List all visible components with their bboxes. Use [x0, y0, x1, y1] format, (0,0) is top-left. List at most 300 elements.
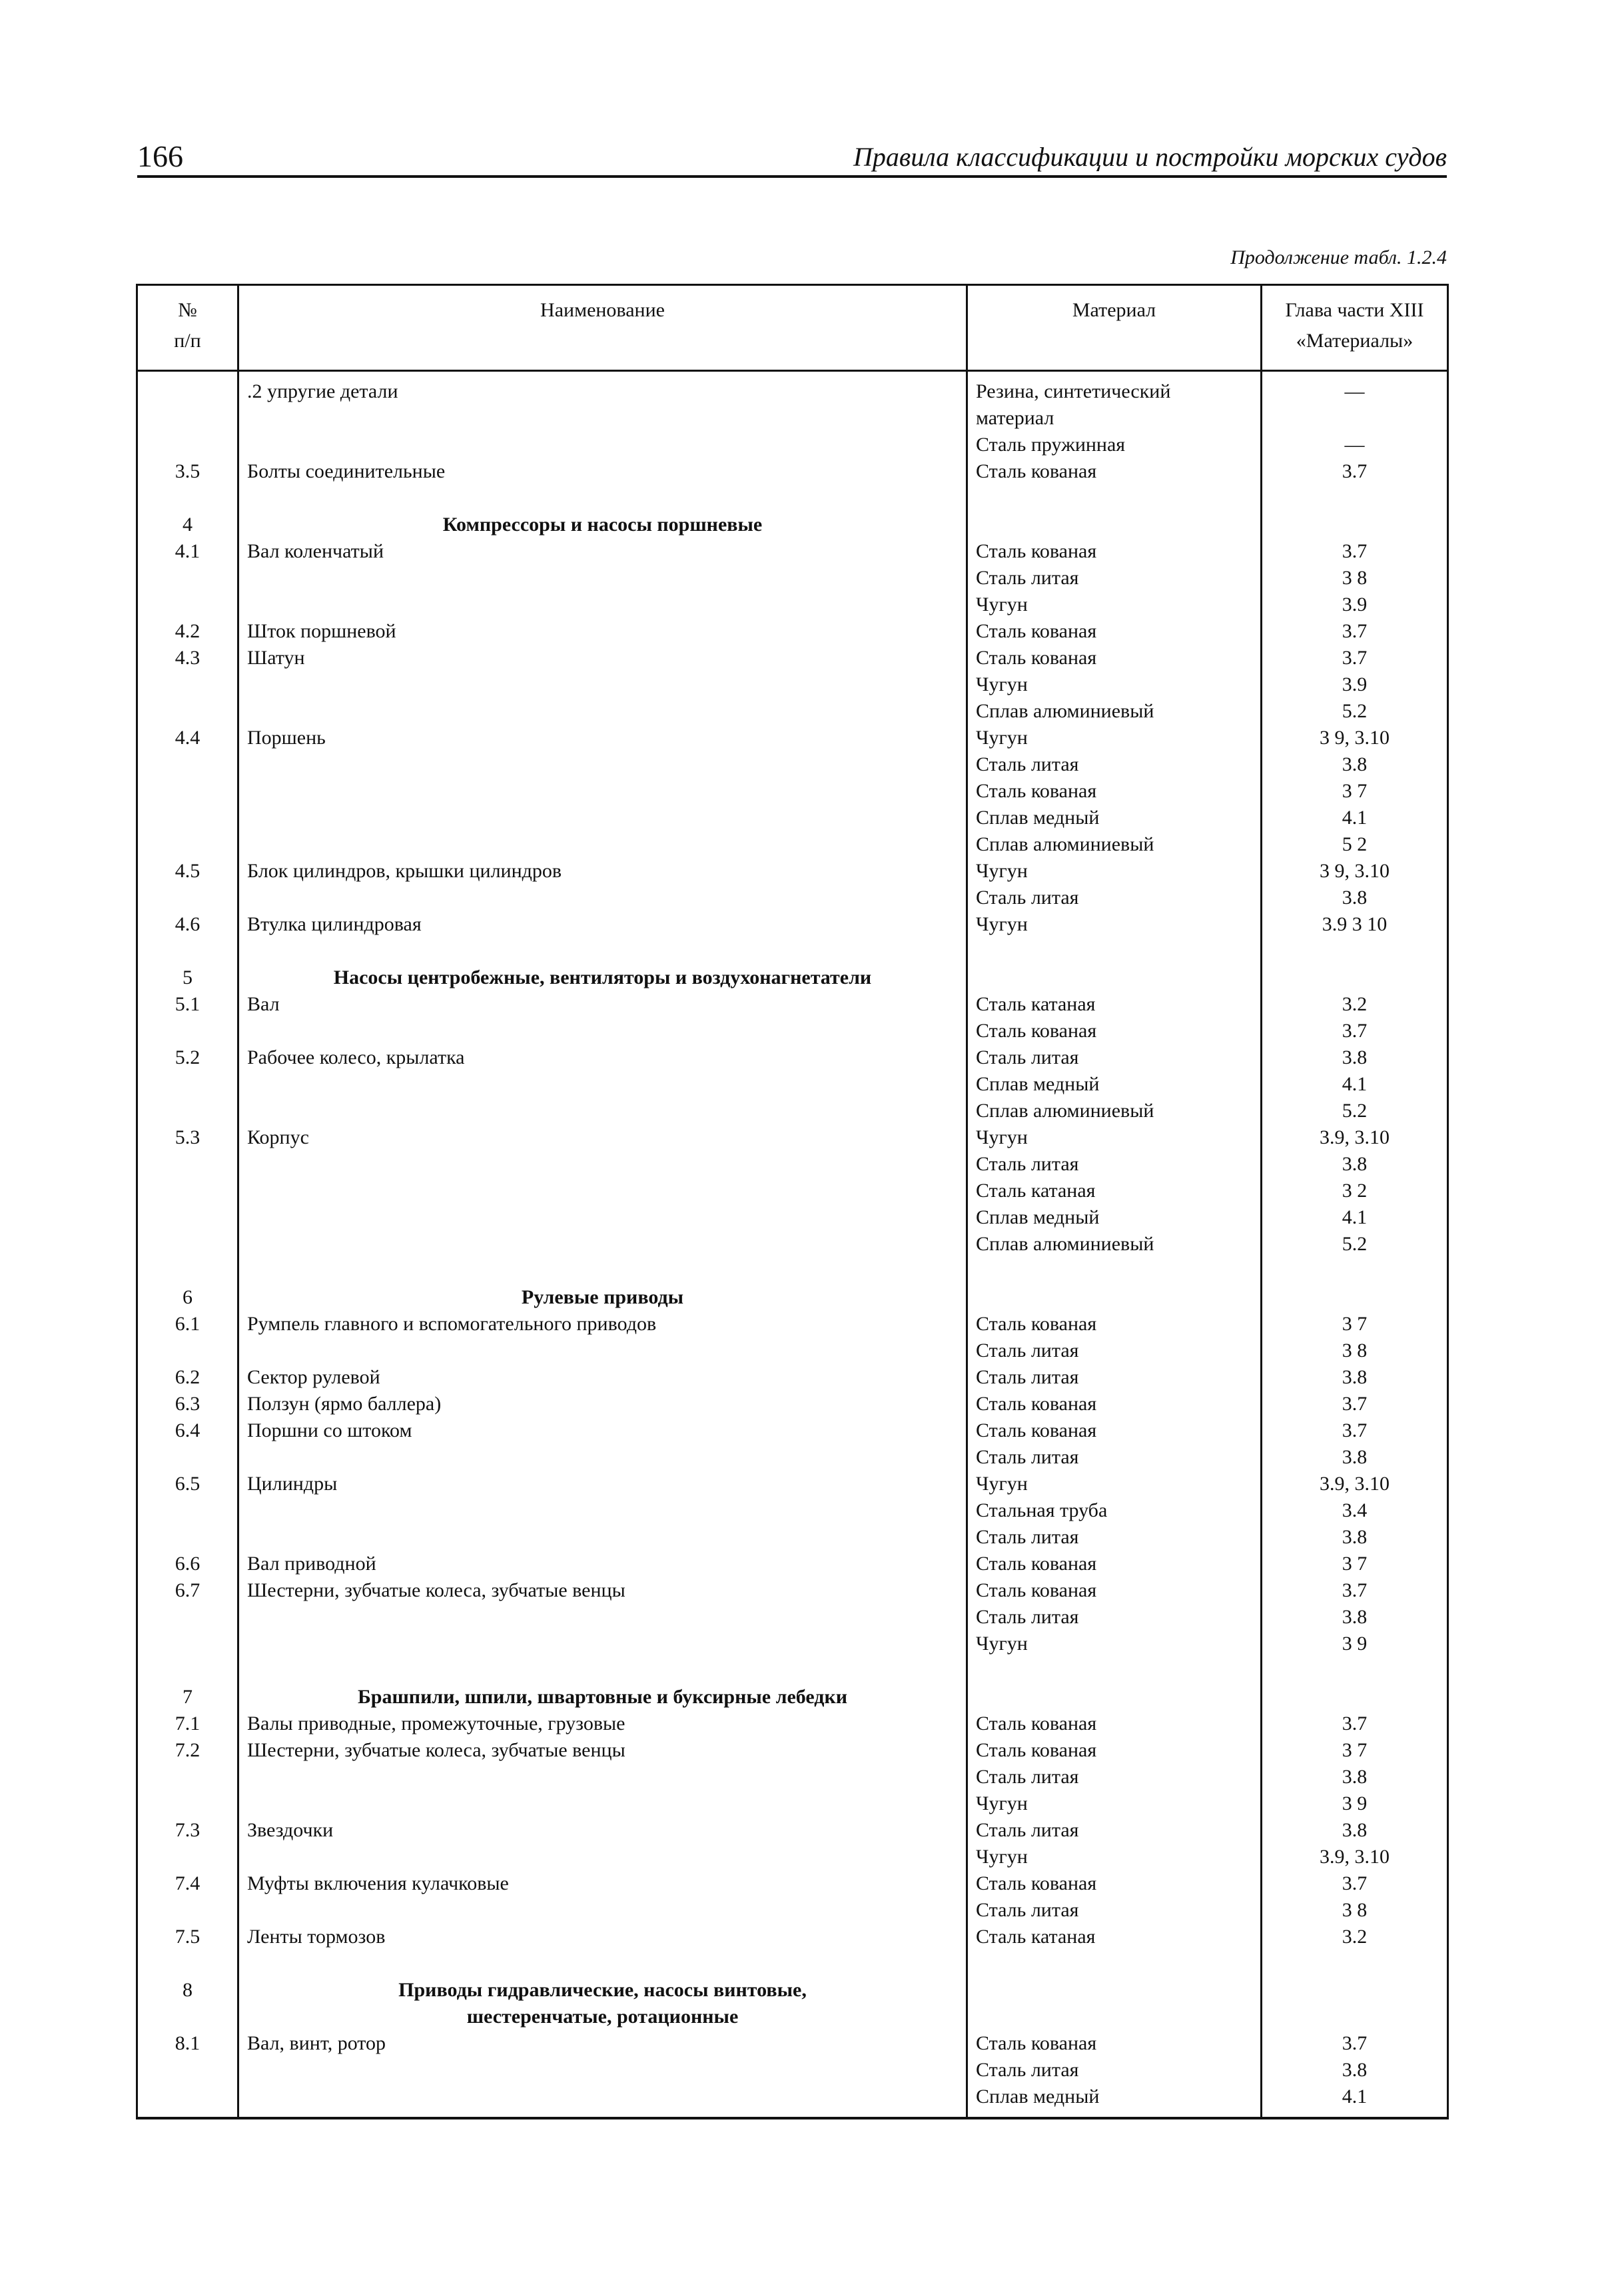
row-name: Вал [238, 991, 967, 1018]
row-number [137, 1018, 238, 1044]
row-name: Болты соединительные [238, 458, 967, 485]
row-number [137, 1497, 238, 1524]
table-row [137, 938, 1448, 964]
row-material: Сталь литая [967, 565, 1262, 591]
row-name [238, 565, 967, 591]
row-chapter: 3.7 [1262, 2030, 1448, 2057]
row-chapter: 4.1 [1262, 2084, 1448, 2118]
row-number [137, 2084, 238, 2118]
row-material: Чугун [967, 858, 1262, 885]
header-number-line1: № [178, 299, 197, 321]
table-body [137, 371, 1448, 2119]
table-continuation-caption: Продолжение табл. 1.2.4 [1230, 246, 1447, 268]
row-material: Сталь кованая [967, 1711, 1262, 1737]
materials-table [136, 284, 1449, 2119]
row-chapter: 3.9 3 10 [1262, 911, 1448, 938]
row-chapter: 3.9, 3.10 [1262, 1844, 1448, 1870]
row-material: Сталь литая [967, 1338, 1262, 1364]
header-chapter-line2: «Материалы» [1296, 330, 1413, 352]
table-row [137, 778, 1448, 805]
row-chapter [1262, 512, 1448, 538]
row-number: 5 [137, 964, 238, 991]
row-number [137, 485, 238, 512]
header-name-label: Наименование [540, 299, 665, 321]
row-name: Поршни со штоком [238, 1417, 967, 1444]
section-title-row [137, 2004, 1448, 2030]
row-number [137, 1231, 238, 1258]
table-row [137, 805, 1448, 831]
header-number-line2: п/п [174, 330, 201, 352]
table-row [137, 485, 1448, 512]
row-material: Сплав медный [967, 1204, 1262, 1231]
table-row [137, 991, 1448, 1018]
row-name [238, 1071, 967, 1098]
row-number [137, 1338, 238, 1364]
row-chapter: 3.8 [1262, 1151, 1448, 1178]
header-name [238, 285, 967, 371]
table-row [137, 371, 1448, 406]
row-number: 4.2 [137, 618, 238, 645]
row-chapter: 3.4 [1262, 1497, 1448, 1524]
row-chapter: 3 7 [1262, 1551, 1448, 1577]
row-chapter: 3.2 [1262, 1924, 1448, 1950]
row-name: Рабочее колесо, крылатка [238, 1044, 967, 1071]
row-name [238, 698, 967, 725]
row-name: Цилиндры [238, 1471, 967, 1497]
row-material [967, 1977, 1262, 2004]
row-material: Сплав алюминиевый [967, 831, 1262, 858]
row-chapter: 3.8 [1262, 2057, 1448, 2084]
page-number: 166 [137, 139, 183, 173]
row-number [137, 805, 238, 831]
row-material: Чугун [967, 1844, 1262, 1870]
header-material [967, 285, 1262, 371]
table-row [137, 1711, 1448, 1737]
row-material: Сплав медный [967, 805, 1262, 831]
row-material: Сталь кованая [967, 2030, 1262, 2057]
table-row [137, 1471, 1448, 1497]
row-name [238, 485, 967, 512]
row-chapter: 3 9 [1262, 1790, 1448, 1817]
row-material: Сплав алюминиевый [967, 698, 1262, 725]
row-material: Сплав медный [967, 1071, 1262, 1098]
header-number [137, 285, 238, 371]
table-row [137, 1737, 1448, 1764]
row-chapter [1262, 2004, 1448, 2030]
row-material: Чугун [967, 591, 1262, 618]
row-material [967, 1258, 1262, 1284]
table-row [137, 565, 1448, 591]
table-row [137, 1124, 1448, 1151]
row-chapter: 3 9 [1262, 1631, 1448, 1657]
row-material [967, 1284, 1262, 1311]
table-row [137, 1924, 1448, 1950]
row-name [238, 1764, 967, 1790]
row-number: 7.1 [137, 1711, 238, 1737]
row-number: 4.5 [137, 858, 238, 885]
row-material [967, 1950, 1262, 1977]
table-row [137, 432, 1448, 458]
table-row [137, 1950, 1448, 1977]
row-number [137, 1444, 238, 1471]
table-row [137, 911, 1448, 938]
row-material: Сталь катаная [967, 1178, 1262, 1204]
table-row [137, 1044, 1448, 1071]
row-material: Сталь кованая [967, 1577, 1262, 1604]
table-row [137, 1577, 1448, 1604]
row-chapter: 3.2 [1262, 991, 1448, 1018]
table-row [137, 1364, 1448, 1391]
row-material: Чугун [967, 1790, 1262, 1817]
row-chapter: 3 9, 3.10 [1262, 858, 1448, 885]
row-material: Сталь кованая [967, 538, 1262, 565]
row-chapter: 4.1 [1262, 1204, 1448, 1231]
row-number [137, 1657, 238, 1684]
row-name [238, 1790, 967, 1817]
row-material: Чугун [967, 1631, 1262, 1657]
section-title-row [137, 512, 1448, 538]
table-row [137, 1311, 1448, 1338]
row-chapter [1262, 1977, 1448, 2004]
row-number [137, 591, 238, 618]
section-title: Брашпили, шпили, швартовные и буксирные лебедки [238, 1684, 967, 1711]
row-number: 8 [137, 1977, 238, 2004]
row-name: Муфты включения кулачковые [238, 1870, 967, 1897]
row-name [238, 1098, 967, 1124]
row-number: 5.3 [137, 1124, 238, 1151]
row-material: Резина, синтетический [967, 371, 1262, 406]
table-row [137, 725, 1448, 751]
table-row [137, 538, 1448, 565]
row-name: Корпус [238, 1124, 967, 1151]
table-row [137, 1497, 1448, 1524]
row-chapter: 3.8 [1262, 1364, 1448, 1391]
row-name: Поршень [238, 725, 967, 751]
row-material: Чугун [967, 1124, 1262, 1151]
row-name [238, 1631, 967, 1657]
row-material [967, 1657, 1262, 1684]
row-material: Сталь катаная [967, 991, 1262, 1018]
row-name [238, 778, 967, 805]
row-number: 4.3 [137, 645, 238, 671]
row-chapter: 4.1 [1262, 1071, 1448, 1098]
row-number: 7.2 [137, 1737, 238, 1764]
row-chapter: 3.7 [1262, 618, 1448, 645]
row-material [967, 964, 1262, 991]
row-name [238, 1897, 967, 1924]
row-number [137, 1524, 238, 1551]
page-header [137, 137, 1447, 179]
row-number: 5.2 [137, 1044, 238, 1071]
table-row [137, 1391, 1448, 1417]
row-chapter: 3 9, 3.10 [1262, 725, 1448, 751]
row-name [238, 2057, 967, 2084]
row-material [967, 938, 1262, 964]
row-chapter: 3.8 [1262, 1444, 1448, 1471]
row-number [137, 1844, 238, 1870]
row-number [137, 1071, 238, 1098]
row-name [238, 1338, 967, 1364]
table-row [137, 1604, 1448, 1631]
table-row [137, 2057, 1448, 2084]
row-name [238, 751, 967, 778]
row-number: 7 [137, 1684, 238, 1711]
row-material [967, 1684, 1262, 1711]
row-number: 6.1 [137, 1311, 238, 1338]
row-name: Вал приводной [238, 1551, 967, 1577]
row-material: Сталь литая [967, 1151, 1262, 1178]
row-material: Сталь катаная [967, 1924, 1262, 1950]
row-chapter: 3.8 [1262, 1604, 1448, 1631]
row-number [137, 432, 238, 458]
row-chapter: 3.7 [1262, 645, 1448, 671]
row-number [137, 671, 238, 698]
table-row [137, 751, 1448, 778]
row-number [137, 565, 238, 591]
row-number: 6.7 [137, 1577, 238, 1604]
row-name: Сектор рулевой [238, 1364, 967, 1391]
row-chapter: 3.7 [1262, 1577, 1448, 1604]
row-number [137, 1204, 238, 1231]
row-number: 6.6 [137, 1551, 238, 1577]
row-chapter: 3.9, 3.10 [1262, 1471, 1448, 1497]
section-title: Компрессоры и насосы поршневые [238, 512, 967, 538]
row-name [238, 1657, 967, 1684]
row-material: Сталь кованая [967, 1551, 1262, 1577]
table-row [137, 1204, 1448, 1231]
row-number [137, 1604, 238, 1631]
row-number: 4.4 [137, 725, 238, 751]
row-name [238, 591, 967, 618]
row-name: Шестерни, зубчатые колеса, зубчатые венцы [238, 1577, 967, 1604]
section-title: Приводы гидравлические, насосы винтовые, [238, 1977, 967, 2004]
section-title-row [137, 964, 1448, 991]
row-name: Втулка цилиндровая [238, 911, 967, 938]
row-number [137, 1258, 238, 1284]
row-number [137, 698, 238, 725]
table-row [137, 1178, 1448, 1204]
row-name: Валы приводные, промежуточные, грузовые [238, 1711, 967, 1737]
row-number [137, 1790, 238, 1817]
table-row [137, 1844, 1448, 1870]
row-material: Чугун [967, 671, 1262, 698]
row-name [238, 1178, 967, 1204]
row-name: Ленты тормозов [238, 1924, 967, 1950]
row-name: .2 упругие детали [238, 371, 967, 406]
table-row [137, 1897, 1448, 1924]
row-chapter: 3 7 [1262, 1311, 1448, 1338]
row-number [137, 1178, 238, 1204]
row-number [137, 885, 238, 911]
row-number: 4.1 [137, 538, 238, 565]
table-row [137, 1338, 1448, 1364]
header-chapter [1262, 285, 1448, 371]
table-row [137, 1444, 1448, 1471]
row-chapter [1262, 938, 1448, 964]
table-row [137, 1098, 1448, 1124]
row-chapter [1262, 1684, 1448, 1711]
row-name [238, 938, 967, 964]
row-name [238, 671, 967, 698]
row-name [238, 2084, 967, 2118]
row-chapter: 3 2 [1262, 1178, 1448, 1204]
table-row [137, 1258, 1448, 1284]
row-number [137, 2004, 238, 2030]
row-number: 4 [137, 512, 238, 538]
row-number: 7.5 [137, 1924, 238, 1950]
table-row [137, 1551, 1448, 1577]
row-name: Звездочки [238, 1817, 967, 1844]
row-number: 6.4 [137, 1417, 238, 1444]
table-row [137, 1817, 1448, 1844]
row-number [137, 1098, 238, 1124]
table-row [137, 1417, 1448, 1444]
row-name [238, 1497, 967, 1524]
row-chapter [1262, 1258, 1448, 1284]
row-chapter: 3.7 [1262, 1711, 1448, 1737]
row-material: Сталь литая [967, 1364, 1262, 1391]
row-material: Сталь кованая [967, 1391, 1262, 1417]
row-chapter: 3 7 [1262, 1737, 1448, 1764]
table-row [137, 1764, 1448, 1790]
row-chapter: 3.8 [1262, 1524, 1448, 1551]
row-chapter: — [1262, 371, 1448, 406]
row-material: Сталь кованая [967, 1417, 1262, 1444]
row-number [137, 751, 238, 778]
row-material: Сталь литая [967, 1524, 1262, 1551]
table-row [137, 405, 1448, 432]
row-chapter: 3.7 [1262, 538, 1448, 565]
row-number [137, 778, 238, 805]
row-material: Сталь литая [967, 1817, 1262, 1844]
row-name: Ползун (ярмо баллера) [238, 1391, 967, 1417]
row-name [238, 1151, 967, 1178]
row-chapter: 3.7 [1262, 1018, 1448, 1044]
row-material: Сталь кованая [967, 645, 1262, 671]
row-name: Шатун [238, 645, 967, 671]
row-material: Сталь кованая [967, 458, 1262, 485]
row-chapter [1262, 1950, 1448, 1977]
row-name [238, 1604, 967, 1631]
row-name [238, 1018, 967, 1044]
table-row [137, 698, 1448, 725]
table-row [137, 1231, 1448, 1258]
table-row [137, 885, 1448, 911]
section-title-row [137, 1977, 1448, 2004]
row-name: Шток поршневой [238, 618, 967, 645]
table-row [137, 1631, 1448, 1657]
row-number [137, 405, 238, 432]
row-name [238, 405, 967, 432]
table-row [137, 458, 1448, 485]
row-name [238, 432, 967, 458]
row-name [238, 1258, 967, 1284]
row-number [137, 1897, 238, 1924]
header-material-label: Материал [1072, 299, 1156, 321]
row-number: 7.3 [137, 1817, 238, 1844]
row-chapter: 3.7 [1262, 1391, 1448, 1417]
row-material: Сталь кованая [967, 1018, 1262, 1044]
row-chapter: 3.8 [1262, 1044, 1448, 1071]
row-name [238, 1444, 967, 1471]
row-chapter: 3.8 [1262, 1764, 1448, 1790]
row-material: материал [967, 405, 1262, 432]
row-material: Сталь литая [967, 2057, 1262, 2084]
row-name [238, 1950, 967, 1977]
row-chapter: 3.9, 3.10 [1262, 1124, 1448, 1151]
row-name [238, 1524, 967, 1551]
table-row [137, 2084, 1448, 2118]
table-row [137, 831, 1448, 858]
row-name [238, 831, 967, 858]
row-material: Сталь литая [967, 1764, 1262, 1790]
row-name: Шестерни, зубчатые колеса, зубчатые венцы [238, 1737, 967, 1764]
header-chapter-line1: Глава части XIII [1285, 299, 1424, 321]
row-material: Сталь кованая [967, 1737, 1262, 1764]
row-chapter: 5 2 [1262, 831, 1448, 858]
row-number [137, 831, 238, 858]
row-material: Стальная труба [967, 1497, 1262, 1524]
table-row [137, 591, 1448, 618]
row-material: Сталь пружинная [967, 432, 1262, 458]
row-chapter: 3 7 [1262, 778, 1448, 805]
header-rule [137, 175, 1447, 178]
row-material: Сталь литая [967, 1897, 1262, 1924]
row-number: 3.5 [137, 458, 238, 485]
table-row [137, 2030, 1448, 2057]
row-material [967, 2004, 1262, 2030]
row-number [137, 1631, 238, 1657]
row-name [238, 1844, 967, 1870]
row-number [137, 1950, 238, 1977]
row-material [967, 485, 1262, 512]
table-row [137, 1657, 1448, 1684]
row-number: 6.3 [137, 1391, 238, 1417]
row-chapter: 5.2 [1262, 1098, 1448, 1124]
section-title: Насосы центробежные, вентиляторы и воздухонагнетатели [238, 964, 967, 991]
row-chapter: 5.2 [1262, 1231, 1448, 1258]
row-name: Блок цилиндров, крышки цилиндров [238, 858, 967, 885]
row-number [137, 938, 238, 964]
table-row [137, 1870, 1448, 1897]
row-material: Чугун [967, 1471, 1262, 1497]
row-chapter [1262, 1284, 1448, 1311]
row-material: Сталь кованая [967, 1870, 1262, 1897]
row-number [137, 1764, 238, 1790]
table-row [137, 1151, 1448, 1178]
row-number [137, 371, 238, 406]
row-chapter: 3.8 [1262, 1817, 1448, 1844]
row-material: Сталь кованая [967, 778, 1262, 805]
row-chapter: 3 8 [1262, 1338, 1448, 1364]
row-chapter: 3.8 [1262, 885, 1448, 911]
row-chapter: 3.9 [1262, 671, 1448, 698]
section-title-row [137, 1684, 1448, 1711]
row-number: 4.6 [137, 911, 238, 938]
row-chapter: 3.7 [1262, 1417, 1448, 1444]
row-chapter: 3.7 [1262, 1870, 1448, 1897]
row-number: 7.4 [137, 1870, 238, 1897]
row-chapter: — [1262, 432, 1448, 458]
row-number: 5.1 [137, 991, 238, 1018]
row-number: 6.5 [137, 1471, 238, 1497]
row-chapter [1262, 485, 1448, 512]
row-material: Сталь кованая [967, 618, 1262, 645]
row-name: Вал коленчатый [238, 538, 967, 565]
row-material: Сталь кованая [967, 1311, 1262, 1338]
row-number: 6.2 [137, 1364, 238, 1391]
table-row [137, 1071, 1448, 1098]
